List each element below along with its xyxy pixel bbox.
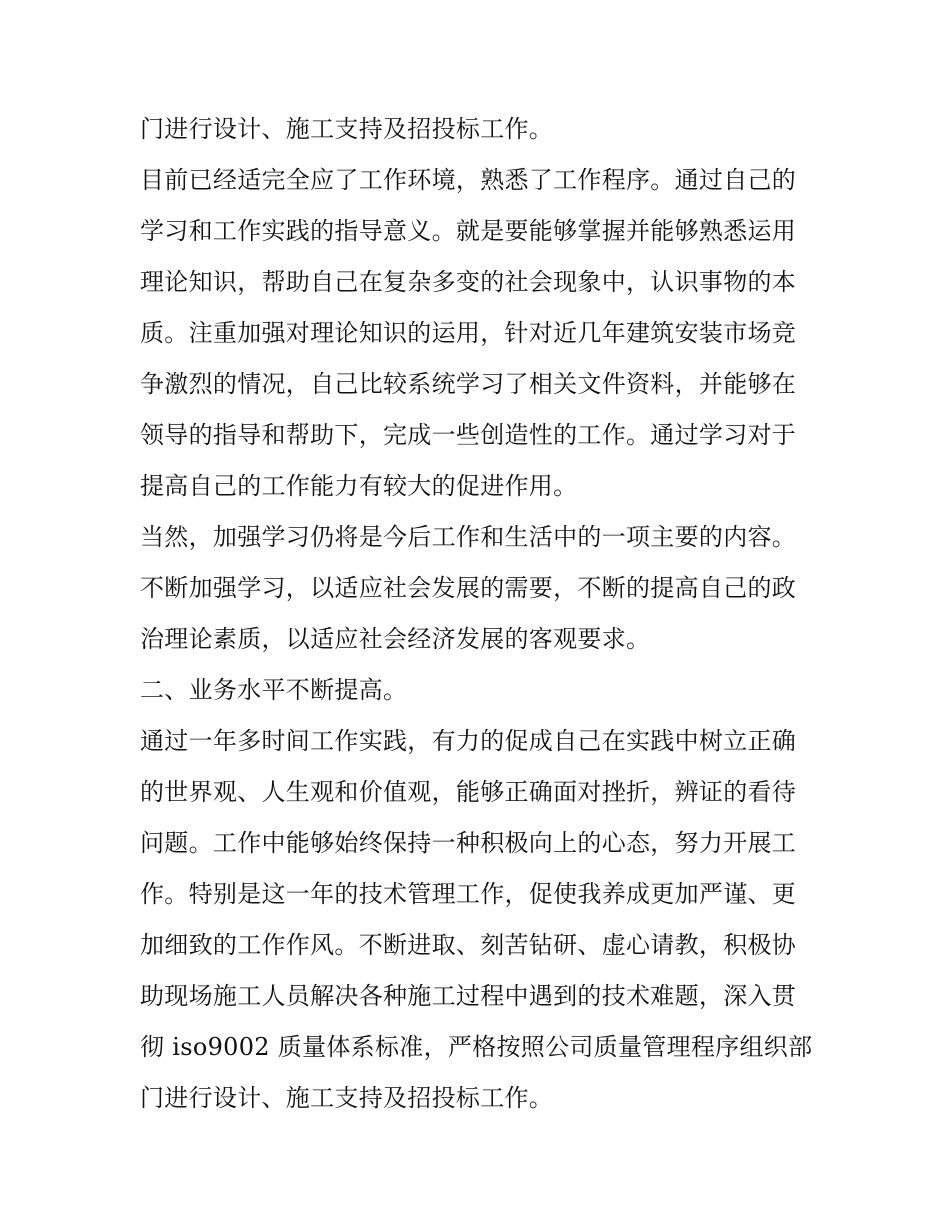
section-heading: 二、业务水平不断提高。 xyxy=(140,676,408,704)
text-line: 作。特别是这一年的技术管理工作，促使我养成更加严谨、更 xyxy=(140,880,797,908)
text-line: 门进行设计、施工支持及招投标工作。 xyxy=(140,1084,554,1112)
document-body xyxy=(140,104,820,1124)
text-line: 领导的指导和帮助下，完成一些创造性的工作。通过学习对于 xyxy=(140,421,797,449)
text-line: 提高自己的工作能力有较大的促进作用。 xyxy=(140,472,578,500)
text-line: 质。注重加强对理论知识的运用，针对近几年建筑安装市场竞 xyxy=(140,319,797,347)
text-line: 不断加强学习，以适应社会发展的需要，不断的提高自己的政 xyxy=(140,574,797,602)
text-line: 的世界观、人生观和价值观，能够正确面对挫折，辨证的看待 xyxy=(140,778,797,806)
text-line: 门进行设计、施工支持及招投标工作。 xyxy=(140,115,554,143)
text-line: 问题。工作中能够始终保持一种积极向上的心态，努力开展工 xyxy=(140,829,797,857)
text-line: 助现场施工人员解决各种施工过程中遇到的技术难题，深入贯 xyxy=(140,982,797,1010)
text-line: 争激烈的情况，自己比较系统学习了相关文件资料，并能够在 xyxy=(140,370,797,398)
text-line: 加细致的工作作风。不断进取、刻苦钻研、虚心请教，积极协 xyxy=(140,931,797,959)
text-line: 彻 iso9002 质量体系标准，严格按照公司质量管理程序组织部 xyxy=(140,1033,813,1061)
text-line: 通过一年多时间工作实践，有力的促成自己在实践中树立正确 xyxy=(140,727,797,755)
text-line: 理论知识，帮助自己在复杂多变的社会现象中，认识事物的本 xyxy=(140,268,797,296)
text-line: 当然，加强学习仍将是今后工作和生活中的一项主要的内容。 xyxy=(140,523,797,551)
text-line: 学习和工作实践的指导意义。就是要能够掌握并能够熟悉运用 xyxy=(140,217,797,245)
text-line: 治理论素质，以适应社会经济发展的客观要求。 xyxy=(140,625,651,653)
text-line: 目前已经适完全应了工作环境，熟悉了工作程序。通过自己的 xyxy=(140,166,797,194)
